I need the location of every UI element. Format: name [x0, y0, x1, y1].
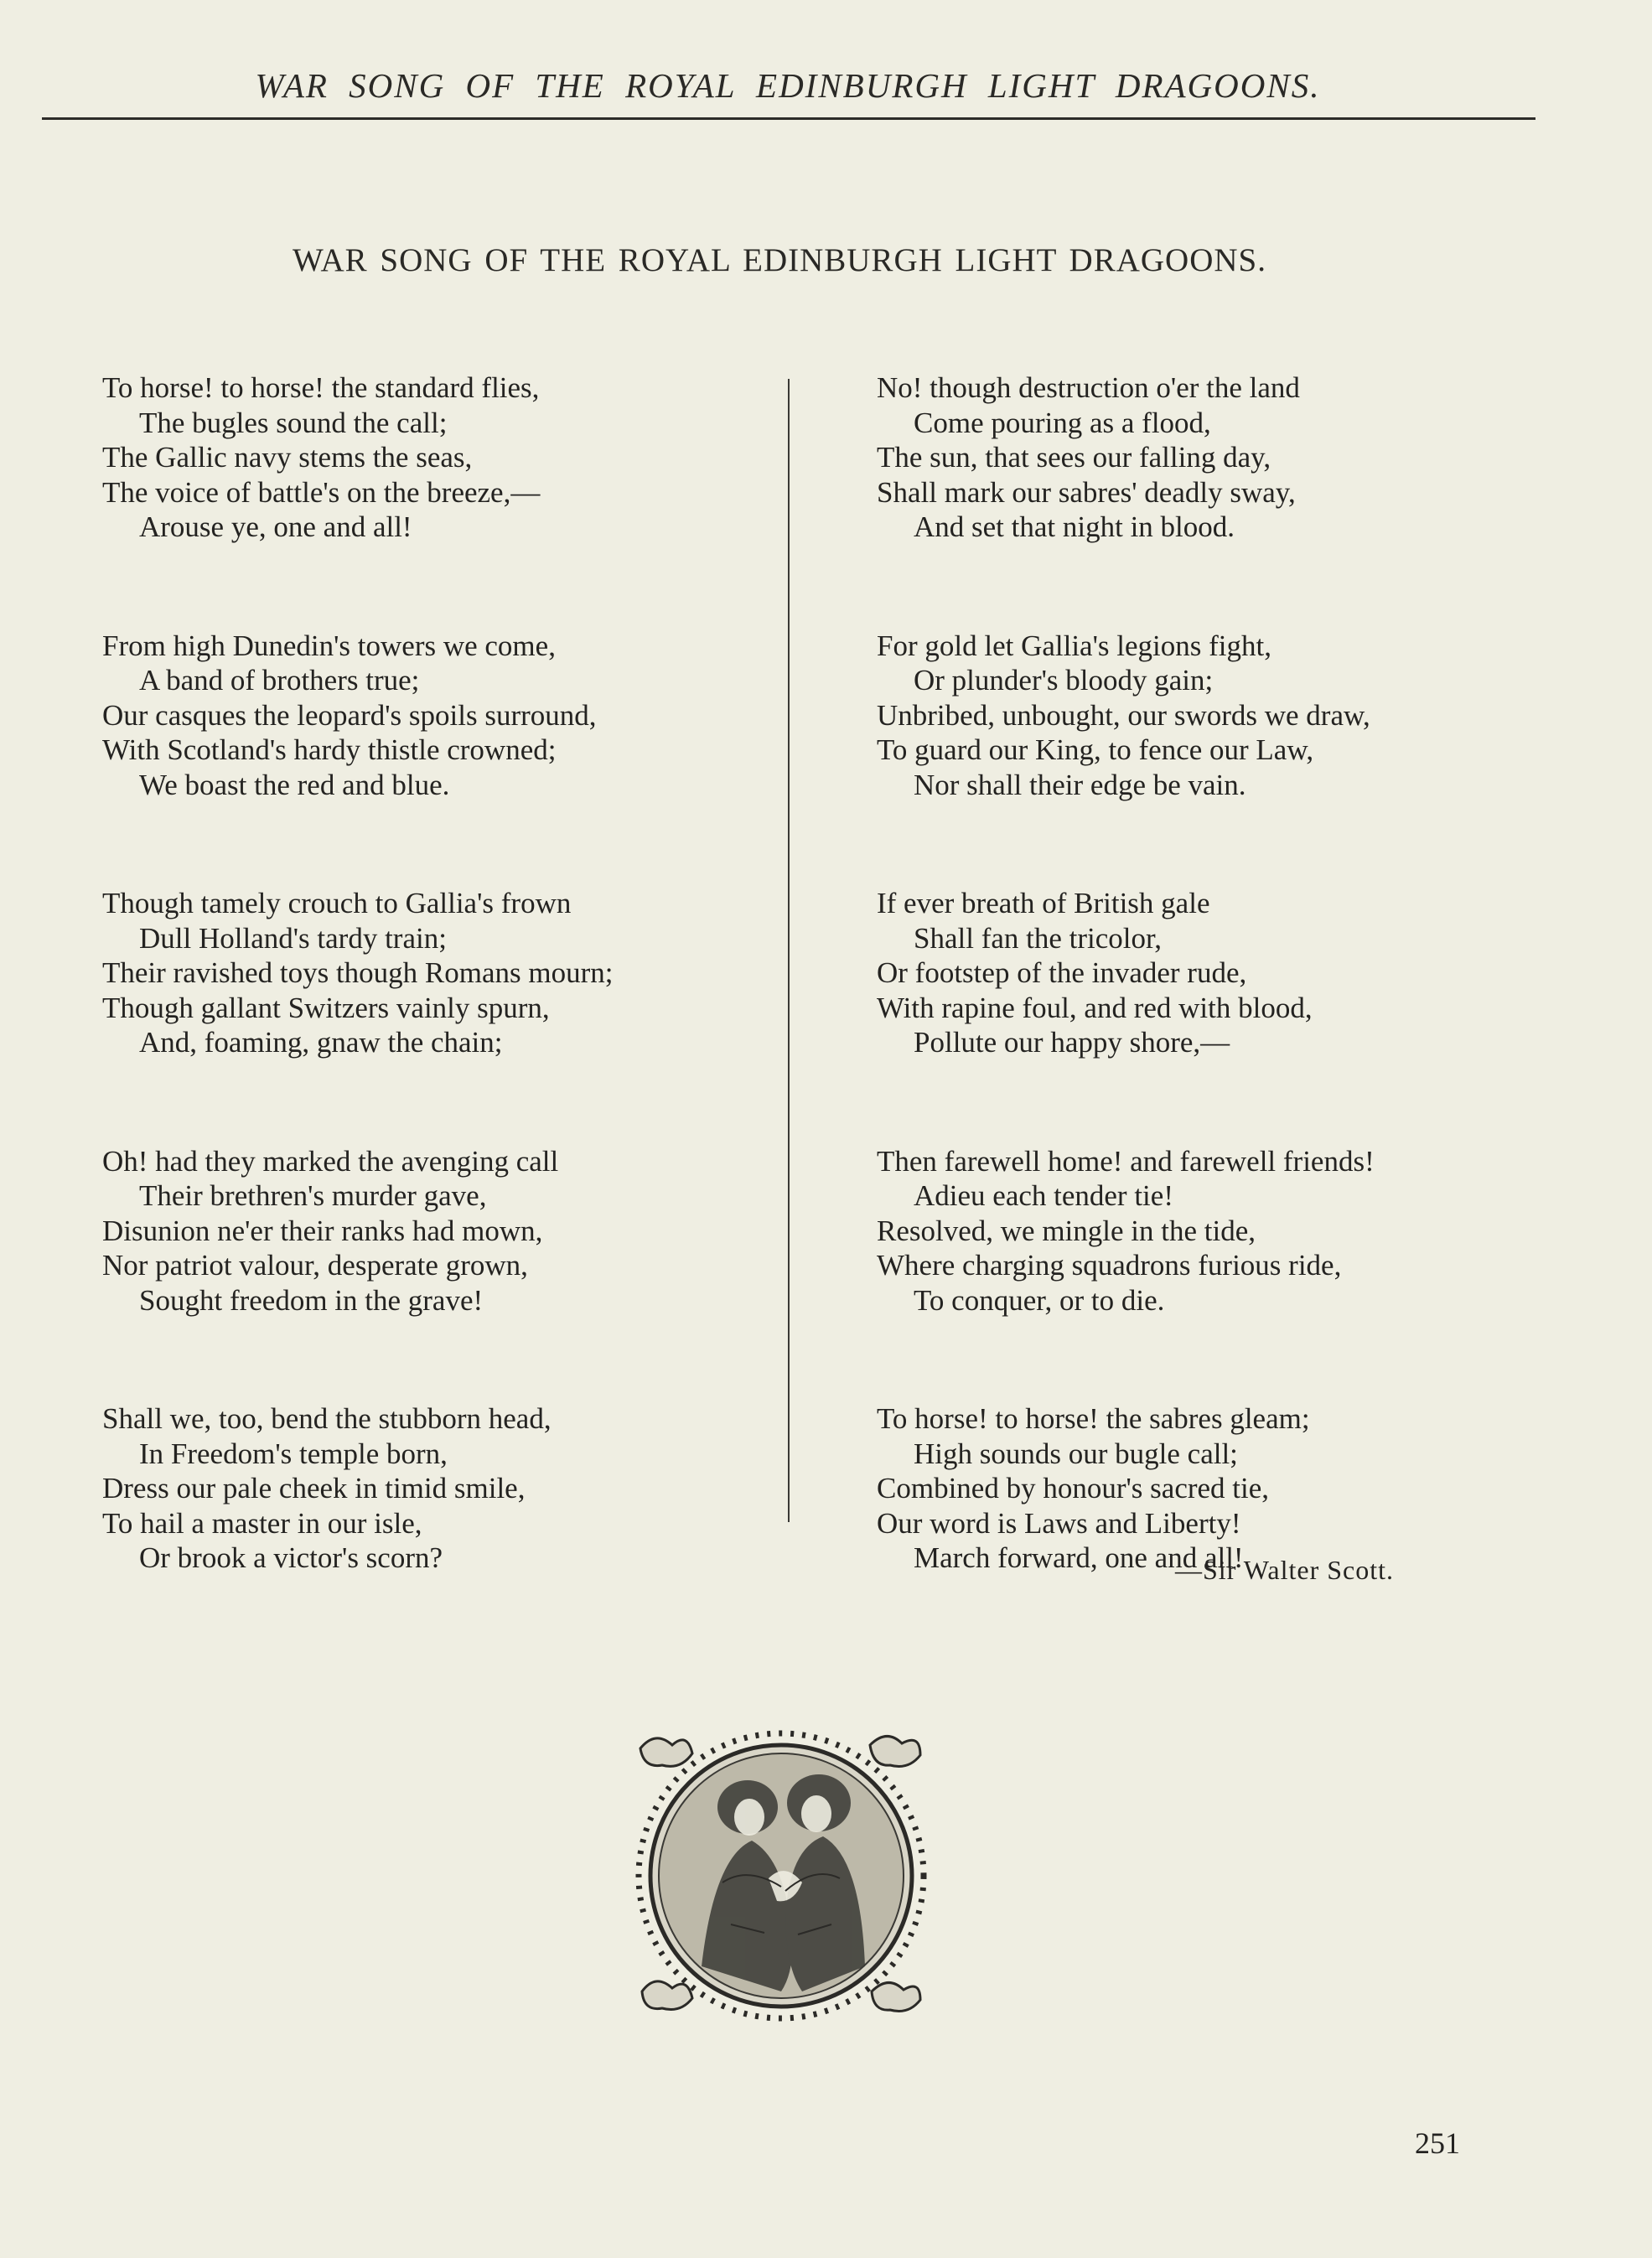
- verse-line: High sounds our bugle call;: [914, 1437, 1238, 1470]
- stanza-10: [877, 1401, 1598, 1576]
- verse-line: And set that night in blood.: [914, 510, 1235, 543]
- stanza-6: [877, 370, 1598, 545]
- verse-line: Nor patriot valour, desperate grown,: [102, 1249, 528, 1282]
- verse-line: With Scotland's hardy thistle crowned;: [102, 733, 557, 766]
- verse-line: Combined by honour's sacred tie,: [877, 1472, 1270, 1504]
- verse-line: The sun, that sees our falling day,: [877, 441, 1271, 474]
- verse-line: Or brook a victor's scorn?: [139, 1541, 443, 1574]
- verse-line: Come pouring as a flood,: [914, 406, 1211, 439]
- verse-line: From high Dunedin's towers we come,: [102, 629, 556, 662]
- verse-line: In Freedom's temple born,: [139, 1437, 448, 1470]
- verse-line: Pollute our happy shore,—: [914, 1026, 1230, 1059]
- verse-line: Nor shall their edge be vain.: [914, 768, 1246, 801]
- page-number: 251: [1415, 2126, 1460, 2160]
- verse-line: The voice of battle's on the breeze,—: [102, 475, 541, 509]
- verse-line: Disunion ne'er their ranks had mown,: [102, 1214, 543, 1247]
- verse-line: To horse! to horse! the standard flies,: [102, 371, 540, 404]
- stanza-1: [102, 370, 823, 545]
- verse-line: Dull Holland's tardy train;: [139, 921, 447, 955]
- verse-line: To guard our King, to fence our Law,: [877, 733, 1314, 766]
- verse-line: Shall we, too, bend the stubborn head,: [102, 1402, 552, 1435]
- verse-line: Or footstep of the invader rude,: [877, 956, 1247, 989]
- verse-line: Their brethren's murder gave,: [139, 1179, 487, 1212]
- verse-line: And, foaming, gnaw the chain;: [139, 1026, 503, 1059]
- verse-line: Shall fan the tricolor,: [914, 921, 1163, 955]
- verse-line: The bugles sound the call;: [139, 406, 448, 439]
- verse-line: With rapine foul, and red with blood,: [877, 991, 1313, 1024]
- verse-line: We boast the red and blue.: [139, 768, 450, 801]
- poem-attribution: —Sir Walter Scott.: [1175, 1555, 1395, 1585]
- verse-line: Where charging squadrons furious ride,: [877, 1249, 1342, 1282]
- verse-line: Though tamely crouch to Gallia's frown: [102, 887, 572, 919]
- verse-line: Unbribed, unbought, our swords we draw,: [877, 698, 1370, 732]
- verse-line: No! though destruction o'er the land: [877, 371, 1300, 404]
- verse-line: Resolved, we mingle in the tide,: [877, 1214, 1256, 1247]
- verse-line: To horse! to horse! the sabres gleam;: [877, 1402, 1310, 1435]
- poem-left-column: [102, 370, 823, 1660]
- verse-line: The Gallic navy stems the seas,: [102, 441, 473, 474]
- stanza-7: [877, 629, 1598, 803]
- verse-line: Or plunder's bloody gain;: [914, 664, 1214, 697]
- verse-line: Then farewell home! and farewell friends!: [877, 1144, 1375, 1178]
- running-head: WAR SONG OF THE ROYAL EDINBURGH LIGHT DRAGOONS.: [255, 66, 1321, 105]
- stanza-8: [877, 886, 1598, 1060]
- poem-title: WAR SONG OF THE ROYAL EDINBURGH LIGHT DRAGOONS.: [293, 242, 1266, 278]
- verse-line: To hail a master in our isle,: [102, 1506, 422, 1540]
- verse-line: For gold let Gallia's legions fight,: [877, 629, 1271, 662]
- verse-line: Our casques the leopard's spoils surround,: [102, 698, 597, 732]
- stanza-3: [102, 886, 823, 1060]
- verse-line: March forward, one and all!: [914, 1541, 1244, 1574]
- verse-line: Sought freedom in the grave!: [139, 1283, 484, 1317]
- verse-line: A band of brothers true;: [139, 664, 420, 697]
- verse-line: Their ravished toys though Romans mourn;: [102, 956, 614, 989]
- stanza-5: [102, 1401, 823, 1576]
- stanza-4: [102, 1144, 823, 1318]
- verse-line: Our word is Laws and Liberty!: [877, 1506, 1241, 1540]
- verse-line: Arouse ye, one and all!: [139, 510, 412, 543]
- verse-line: If ever breath of British gale: [877, 887, 1210, 919]
- verse-line: Shall mark our sabres' deadly sway,: [877, 475, 1296, 509]
- header-rule: [42, 117, 1535, 120]
- column-divider: [788, 379, 790, 1522]
- verse-line: Though gallant Switzers vainly spurn,: [102, 991, 550, 1024]
- stanza-2: [102, 629, 823, 803]
- verse-line: Adieu each tender tie!: [914, 1179, 1173, 1212]
- verse-line: To conquer, or to die.: [914, 1283, 1165, 1317]
- verse-line: Oh! had they marked the avenging call: [102, 1144, 559, 1178]
- poem-right-column: [877, 370, 1598, 1660]
- stanza-9: [877, 1144, 1598, 1318]
- engraved-vignette-illustration: [622, 1715, 940, 2033]
- verse-line: Dress our pale cheek in timid smile,: [102, 1472, 526, 1504]
